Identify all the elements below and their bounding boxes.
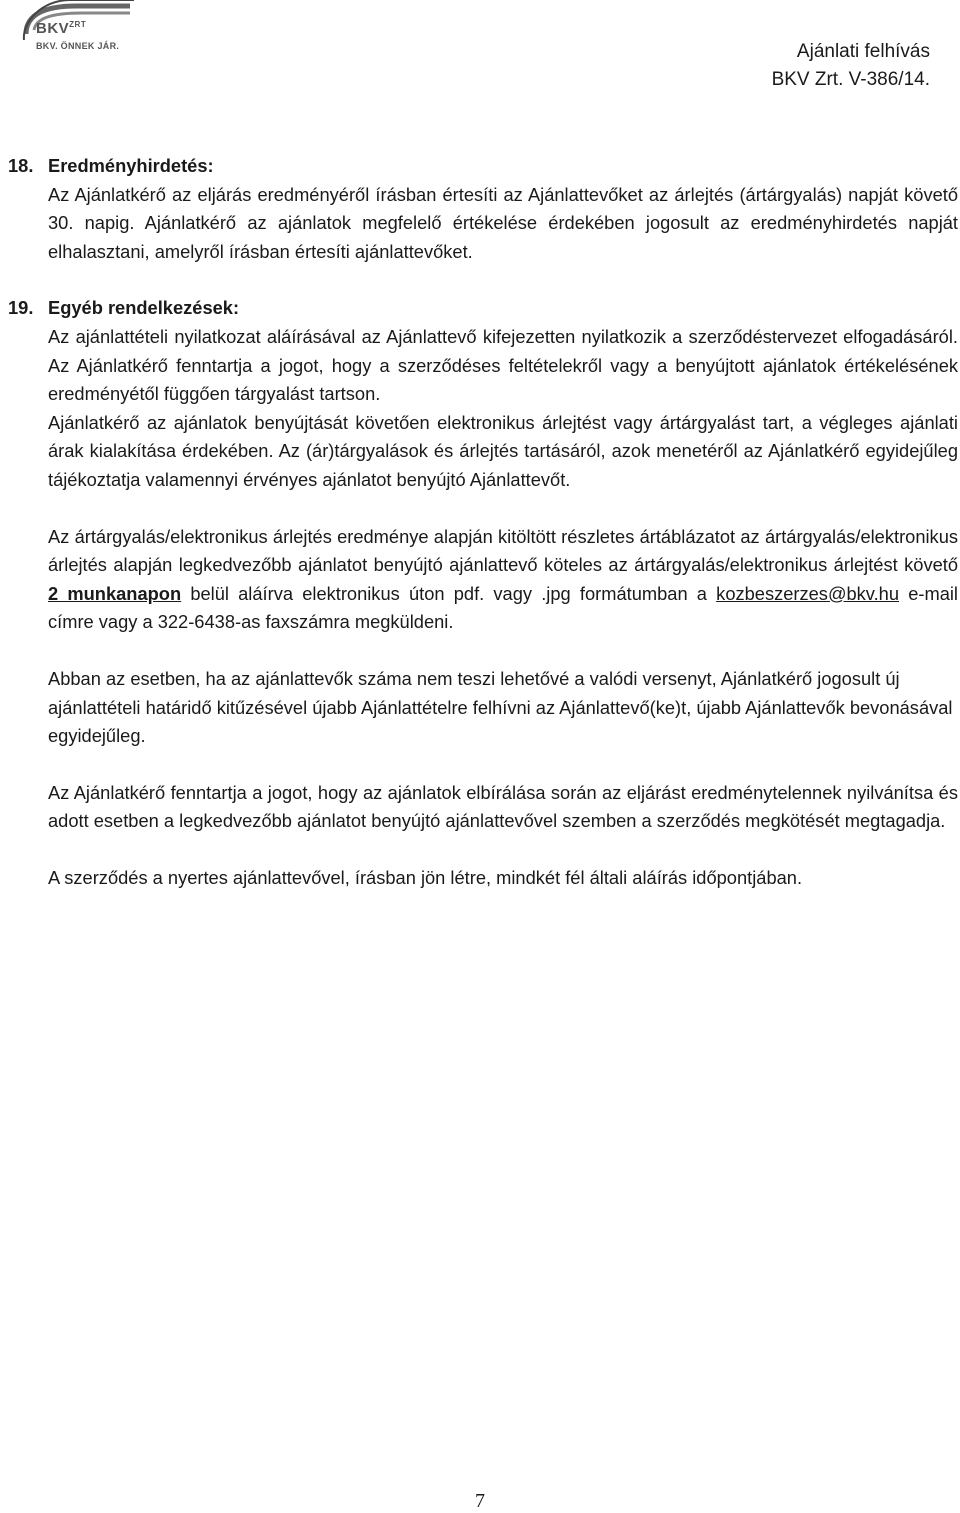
logo-wordmark: $BKV^{ZRT}$ bbox=[36, 20, 87, 37]
email-link[interactable]: kozbeszerzes@bkv.hu bbox=[716, 582, 900, 604]
section-title: Eredményhirdetés: bbox=[48, 155, 214, 176]
section-number: 19. bbox=[8, 297, 34, 319]
doc-title: Ajánlati felhívás bbox=[796, 41, 930, 62]
document-header bbox=[772, 38, 930, 94]
competition-paragraph: Abban az esetben, ha az ajánlattevők száma nem teszi lehetővé a valódi versenyt, Ajánlatkérő jogosult új ajánlattételi határidő kitűzésével újabb Ajánlattételre felhívni az Ajánlattevő(ke)t, újabb Ajánlattevők bevonásával egyidejűleg. bbox=[48, 667, 953, 747]
rights-paragraph: Az Ajánlatkérő fenntartja a jogot, hogy az ajánlatok elbírálása során az eljárást eredménytelennek nyilvánítsa és adott esetben a legkedvezőbb ajánlatot benyújtó ajánlattevővel szemben a szerződés megkötését megtagadja. bbox=[48, 781, 958, 832]
section-18-text: Az Ajánlatkérő az eljárás eredményéről írásban értesíti az Ajánlattevőket az árlejtés (ártárgyalás) napját követő 30. napig. Ajánlatkérő az ajánlatok megfelelő értékelése érdekében jogosult az eredményhirdetés napját elhalasztani, amelyről írásban értesíti ajánlattevőket. bbox=[48, 183, 958, 262]
section-number: 18. bbox=[8, 155, 34, 176]
contract-paragraph: A szerződés a nyertes ajánlattevővel, írásban jön létre, mindkét fél általi aláírás időpontjában. bbox=[48, 866, 803, 888]
section-heading-19 bbox=[8, 294, 958, 323]
section-title: Egyéb rendelkezések: bbox=[48, 297, 240, 319]
section-19-paragraph-2: Ajánlatkérő az ajánlatok benyújtását követően elektronikus árlejtést vagy ártárgyalást tart, a végleges ajánlati árak kialakítása érdekében. Az (ár)tárgyalások és árlejtés tartásáról, azok menetéről az Ajánlatkérő egyidejűleg tájékoztatja valamennyi érvényes ajánlatot benyújtó Ajánlattevőt. bbox=[48, 411, 958, 490]
bkv-logo bbox=[6, 0, 134, 62]
price-table-paragraph: Az ártárgyalás/elektronikus árlejtés eredménye alapján kitöltött részletes ártáblázatot az ártárgyalás/elektronikus árlejtés alapján legkedvezőbb ajánlatot benyújtó ajánlattevő köteles az ártárgyalás/elektronikus árlejtést követő 2 munkanapon belül aláírva elektronikus úton pdf. vagy .jpg formátumban a kozbeszerzes@bkv.hu e-mail címre vagy a 322-6438-as faxszámra megküldeni. bbox=[48, 525, 958, 633]
logo-slogan: BKV. ÖNNEK JÁR. bbox=[36, 41, 120, 51]
document-body bbox=[8, 152, 958, 892]
section-heading-18 bbox=[8, 152, 958, 181]
doc-reference: BKV Zrt. V-386/14. bbox=[771, 69, 930, 90]
deadline-text: 2 munkanapon bbox=[48, 582, 182, 604]
section-19-paragraph-1: Az ajánlattételi nyilatkozat aláírásával az Ajánlattevő kifejezetten nyilatkozik a szerződéstervezet elfogadásáról. Az Ajánlatkérő fenntartja a jogot, hogy a szerződéses feltételekről vagy a benyújtott ajánlatok értékelésének eredményétől függően tárgyalást tartson. bbox=[48, 325, 958, 405]
page-number: 7 bbox=[475, 1490, 485, 1512]
